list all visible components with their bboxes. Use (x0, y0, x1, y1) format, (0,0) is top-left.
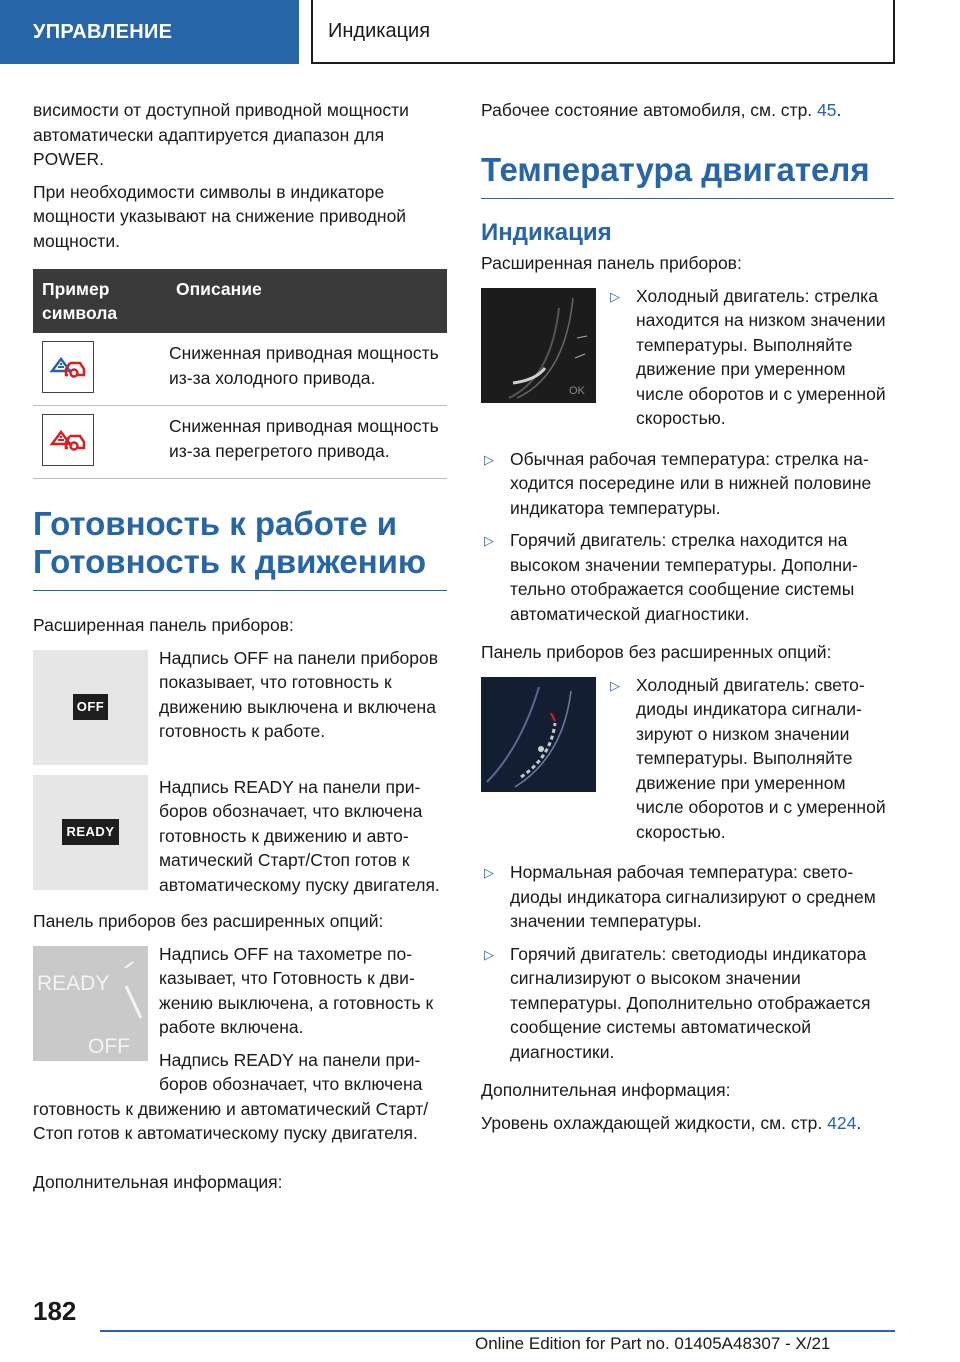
page-number: 182 (33, 1296, 77, 1326)
ext-panel-label: Расширенная панель приборов: (33, 615, 294, 635)
basic-temp-gauge-image (481, 677, 596, 799)
table-header-description: Описание (167, 269, 447, 333)
section-heading-readiness: Готовность к работе и Готовность к движению (33, 505, 447, 591)
basic-panel-label: Панель приборов без расширенных опций: (33, 911, 384, 931)
chapter-tab: УПРАВЛЕНИЕ (0, 0, 299, 64)
table-row (33, 333, 447, 406)
tacho-off-text: OFF (88, 1034, 130, 1058)
list-item: ▷ Горячий двигатель: стрелка находится на высоком значении температуры. Дополнительно отображается сообщение системы автоматической диагностики. (484, 530, 858, 624)
ready-label: READY (62, 819, 118, 846)
bullet-triangle-icon: ▷ (484, 946, 494, 962)
basic-panel-label-right: Панель приборов без расширенных опций: (481, 642, 832, 662)
ready-indicator-image (33, 775, 148, 890)
status-page-link[interactable]: 45 (817, 100, 837, 120)
bullet-triangle-icon: ▷ (484, 533, 494, 548)
left-column (33, 98, 447, 1202)
coolant-page-link[interactable]: 424 (827, 1112, 857, 1133)
table-cell-description: Сниженная приводная мощность из-за холодного привода. (167, 333, 447, 406)
tacho-ready-text: READY (37, 971, 110, 995)
cold-drivetrain-icon (42, 341, 94, 393)
hot-drivetrain-icon (42, 414, 94, 466)
bullet-triangle-icon: ▷ (484, 865, 494, 880)
coolant-reference: Уровень охлаждающей жидкости, см. стр. 424. (481, 1112, 862, 1133)
topic-tab: Индикация (311, 0, 895, 64)
footer-divider (100, 1330, 895, 1332)
off-description: Надпись OFF на панели приборов показывает, что готовность к движению выключена и включена готовность к работе. (159, 647, 439, 741)
off-indicator-image (33, 650, 148, 765)
symbol-table (33, 269, 447, 479)
right-more-info: Дополнительная информация: (481, 1080, 731, 1100)
bullet-triangle-icon: ▷ (610, 677, 620, 693)
table-header-symbol: Пример символа (33, 269, 167, 333)
ready-description: Надпись READY на панели приборов обозначает, что включена готовность к движению и автоматический Старт/Стоп готов к автоматическому пуску двигателя. (159, 776, 440, 895)
tacho-ready-off-image (33, 946, 148, 1068)
list-item: ▷ Горячий двигатель: светодиоды индикатора сигнализируют о высоком значении температуры. Дополнительно отображается сообщение системы автоматической диагностики. (484, 943, 871, 1062)
ext-panel-label-right: Расширенная панель приборов: (481, 253, 742, 273)
bullet-triangle-icon: ▷ (484, 451, 494, 467)
list-item: ▷ Холодный двигатель: светодиоды индикатора сигнализируют о низком значении температуры. Выполняйте движение при умеренном числе оборотов и с умеренной скоростью. (610, 674, 886, 842)
list-item: ▷ Нормальная рабочая температура: светодиоды индикатора сигнализируют о среднем значении температуры. (484, 862, 876, 931)
table-row (33, 406, 447, 479)
subheading-display: Индикация (481, 218, 612, 246)
intro-paragraph-1: висимости от доступной приводной мощности автоматически адаптируется диапазон для POWER. (33, 100, 409, 169)
list-item: ▷ Холодный двигатель: стрелка находится на низком значении температуры. Выполняйте движение при умеренном числе оборотов и с умеренной скоростью. (610, 285, 886, 428)
table-cell-description: Сниженная приводная мощность из-за перегретого привода. (167, 406, 447, 479)
tacho-ready-description: Надпись READY на панели приборов обозначает, что включена готовность к движению и автоматический Старт/Стоп готов к автоматическому пуску двигателя. (33, 1049, 429, 1143)
footer-edition: Online Edition for Part no. 01405A48307 - X/21 (475, 1334, 831, 1353)
ok-label: OK (569, 384, 585, 397)
left-more-info: Дополнительная информация: (33, 1171, 283, 1192)
tacho-off-description: Надпись OFF на тахометре показывает, что Готовность к движению выключена, а готовность к работе включена. (159, 943, 434, 1037)
section-heading-engine-temp: Температура двигателя (481, 151, 894, 199)
status-reference: Рабочее состояние автомобиля, см. стр. 45. (481, 100, 842, 120)
ext-temp-gauge-image (481, 288, 596, 410)
list-item: ▷ Обычная рабочая температура: стрелка находится посередине или в нижней половине индикатора температуры. (484, 448, 872, 518)
right-column (481, 98, 894, 1143)
off-label: OFF (73, 694, 109, 721)
intro-paragraph-2: При необходимости символы в индикаторе мощности указывают на снижение приводной мощности. (33, 181, 407, 251)
bullet-triangle-icon: ▷ (610, 288, 620, 304)
